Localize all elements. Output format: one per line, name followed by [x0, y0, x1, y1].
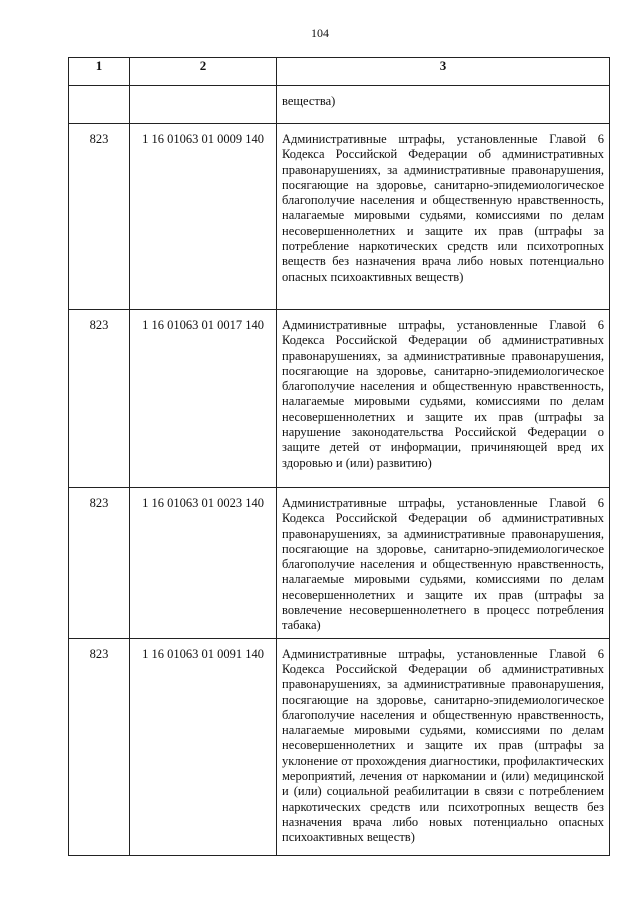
table-row	[69, 310, 610, 488]
continuation-cell-1	[69, 86, 130, 124]
column-header-2: 2	[130, 58, 277, 86]
admin-code-cell: 823	[69, 310, 130, 488]
table-row	[69, 638, 610, 855]
description-cell: Административные штрафы, установленные Главой 6 Кодекса Российской Федерации об административных правонарушениях, за административные правонарушения, посягающие на здоровье, санитарно-эпидемиологическое благополучие населения и общественную нравственность, налагаемые мировыми судьями, комиссиями по делам несовершеннолетних и защите их прав (штрафы за вовлечение несовершеннолетнего в процесс потребления табака)	[277, 488, 610, 639]
column-header-3: 3	[277, 58, 610, 86]
admin-code-cell: 823	[69, 488, 130, 639]
continuation-text: вещества)	[277, 86, 610, 124]
continuation-row	[69, 86, 610, 124]
description-cell: Административные штрафы, установленные Главой 6 Кодекса Российской Федерации об административных правонарушениях, за административные правонарушения, посягающие на здоровье, санитарно-эпидемиологическое благополучие населения и общественную нравственность, налагаемые мировыми судьями, комиссиями по делам несовершеннолетних и защите их прав (штрафы за нарушение законодательства Российской Федерации о защите детей от информации, причиняющей вред их здоровью и (или) развитию)	[277, 310, 610, 488]
budget-code-cell: 1 16 01063 01 0091 140	[130, 638, 277, 855]
budget-code-cell: 1 16 01063 01 0023 140	[130, 488, 277, 639]
page-number: 104	[311, 26, 329, 40]
budget-code-cell: 1 16 01063 01 0009 140	[130, 124, 277, 310]
table-header-row	[69, 58, 610, 86]
budget-code-cell: 1 16 01063 01 0017 140	[130, 310, 277, 488]
description-cell: Административные штрафы, установленные Главой 6 Кодекса Российской Федерации об административных правонарушениях, за административные правонарушения, посягающие на здоровье, санитарно-эпидемиологическое благополучие населения и общественную нравственность, налагаемые мировыми судьями, комиссиями по делам несовершеннолетних и защите их прав (штрафы за потребление наркотических средств или психотропных веществ без назначения врача либо новых потенциально опасных психоактивных веществ)	[277, 124, 610, 310]
table-row	[69, 488, 610, 639]
table-row	[69, 124, 610, 310]
description-cell: Административные штрафы, установленные Главой 6 Кодекса Российской Федерации об административных правонарушениях, за административные правонарушения, посягающие на здоровье, санитарно-эпидемиологическое благополучие населения и общественную нравственность, налагаемые мировыми судьями, комиссиями по делам несовершеннолетних и защите их прав (штрафы за уклонение от прохождения диагностики, профилактических мероприятий, лечения от наркомании и (или) медицинской и (или) социальной реабилитации в связи с потреблением наркотических средств или психотропных веществ без назначения врача либо новых потенциально опасных психоактивных веществ)	[277, 638, 610, 855]
column-header-1: 1	[69, 58, 130, 86]
budget-codes-table	[68, 57, 610, 856]
admin-code-cell: 823	[69, 638, 130, 855]
admin-code-cell: 823	[69, 124, 130, 310]
continuation-cell-2	[130, 86, 277, 124]
